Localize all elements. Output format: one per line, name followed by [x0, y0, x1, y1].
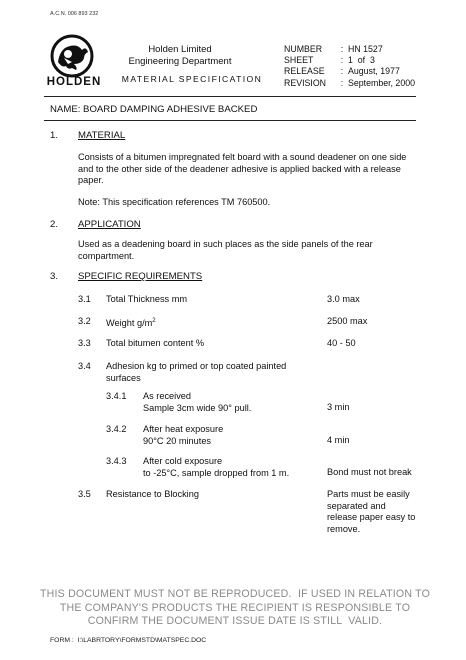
- section-requirements-heading: 3. SPECIFIC REQUIREMENTS: [50, 271, 203, 282]
- req-3-2-label: Weight $g/m^2$: [106, 318, 156, 329]
- header-divider: [44, 96, 416, 97]
- req-3-5-label: Resistance to Blocking: [106, 489, 199, 499]
- meta-sheet: SHEET : 1 of 3: [284, 55, 375, 66]
- section-application-heading: 2. APPLICATION: [50, 219, 141, 230]
- req-3-4-3-label: After cold exposure to -25°C, sample dropped from 1 m.: [143, 456, 290, 478]
- section-material-heading: 1. MATERIAL: [50, 130, 126, 141]
- material-name: NAME: BOARD DAMPING ADHESIVE BACKED: [50, 104, 258, 115]
- name-divider: [44, 120, 416, 121]
- req-3-4-3-number: 3.4.3: [106, 456, 127, 466]
- req-3-1-label: Total Thickness mm: [106, 294, 188, 304]
- meta-release: RELEASE : August, 1977: [284, 66, 400, 77]
- logo-wordmark: HOLDEN: [46, 76, 102, 88]
- req-3-1-value: 3.0 max: [327, 294, 360, 304]
- req-3-4-1-value: 3 min: [327, 402, 350, 412]
- req-3-3-number: 3.3: [78, 338, 91, 348]
- document-type: MATERIAL SPECIFICATION: [121, 74, 263, 84]
- req-3-4-2-value: 4 min: [327, 435, 350, 445]
- req-3-4-2-number: 3.4.2: [106, 424, 127, 434]
- req-3-5-value: Parts must be easily separated and release paper easy to remove.: [327, 489, 416, 534]
- meta-number: NUMBER : HN 1527: [284, 44, 383, 54]
- req-3-2-value: 2500 max: [327, 316, 368, 326]
- req-3-1-number: 3.1: [78, 294, 91, 304]
- req-3-4-label: Adhesion kg to primed or top coated painted surfaces: [106, 361, 287, 383]
- company-block: [110, 44, 250, 68]
- application-description: Used as a deadening board in such places as the side panels of the rear compartment.: [78, 239, 373, 261]
- req-3-4-1-label: As received Sample 3cm wide 90° pull.: [143, 391, 252, 413]
- document-meta: [284, 44, 415, 89]
- req-3-3-value: 40 - 50: [327, 338, 356, 348]
- reproduction-warning: THIS DOCUMENT MUST NOT BE REPRODUCED. IF USED IN RELATION TO THE COMPANY'S PRODUCTS THE RECIPIENT IS RESPONSIBLE TO CONFIRM THE DOCUMENT ISSUE DATE IS STILL VALID.: [40, 588, 431, 627]
- holden-logo: [38, 34, 106, 96]
- material-description: Consists of a bitumen impregnated felt board with a sound deadener on one side and to the other side of the deadener adhesive is applied backed with a release paper.: [78, 152, 407, 185]
- department-name: Engineering Department: [128, 56, 232, 67]
- form-reference: FORM : I:\LABRTORY\FORMSTD\MATSPEC.DOC: [50, 637, 207, 644]
- meta-revision: REVISION : September, 2000: [284, 77, 416, 88]
- req-3-3-label: Total bitumen content %: [106, 338, 205, 348]
- req-3-5-number: 3.5: [78, 489, 91, 499]
- company-name: Holden Limited: [148, 44, 212, 55]
- material-note: Note: This specification references TM 760500.: [78, 197, 271, 207]
- req-3-4-2-label: After heat exposure 90°C 20 minutes: [143, 424, 224, 446]
- req-3-2-number: 3.2: [78, 316, 91, 326]
- req-3-4-1-number: 3.4.1: [106, 391, 127, 401]
- req-3-4-3-value: Bond must not break: [327, 467, 412, 477]
- req-3-4-number: 3.4: [78, 361, 91, 371]
- acn-number: A.C.N. 006 893 232: [50, 11, 99, 17]
